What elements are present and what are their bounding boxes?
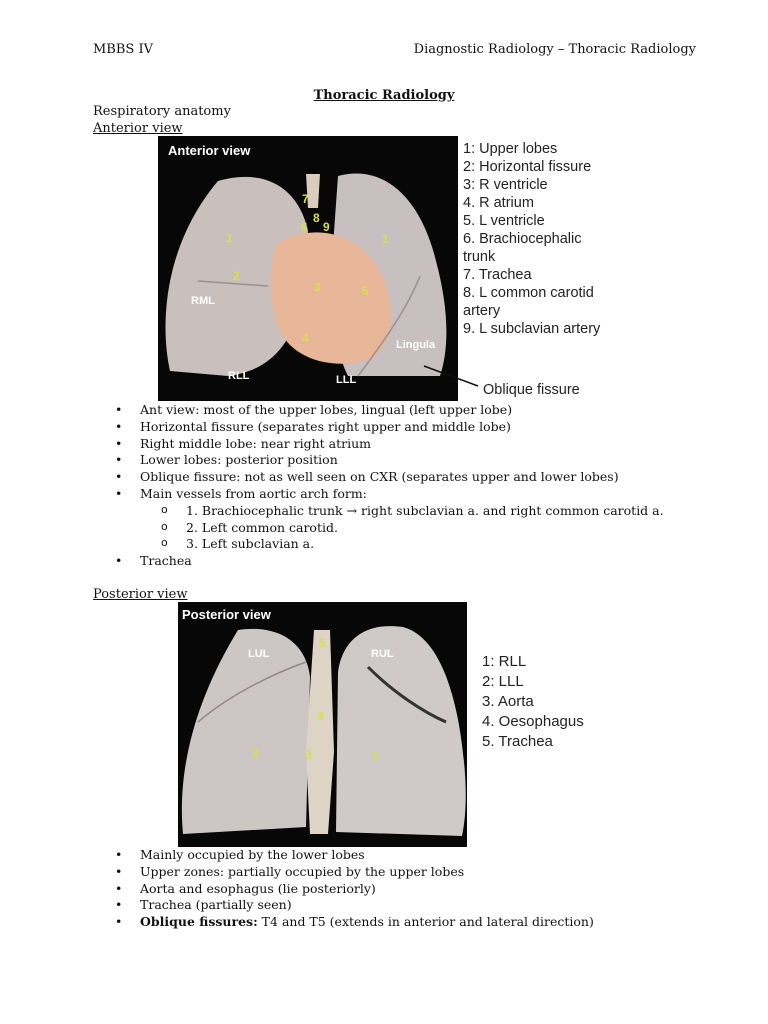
list-item: • Aorta and esophagus (lie posteriorly): [93, 881, 594, 898]
lobe-label-lll: LLL: [336, 374, 357, 386]
list-item: • Lower lobes: posterior position: [93, 452, 664, 469]
figure-number: 3: [305, 748, 312, 762]
oblique-fissures-term: Oblique fissures:: [140, 914, 258, 930]
figure-number: 8: [313, 211, 320, 225]
legend-item: 3: R ventricle: [463, 177, 548, 193]
lobe-label-rul: RUL: [371, 648, 394, 660]
list-item: • Trachea: [93, 553, 664, 570]
legend-item: 1: RLL: [482, 653, 527, 670]
figure-number: 6: [301, 220, 308, 234]
list-item: • Trachea (partially seen): [93, 897, 594, 914]
figure-number: 1: [372, 749, 379, 763]
list-item: [93, 914, 594, 931]
anterior-view-figure: [158, 136, 458, 401]
legend-item: 4. Oesophagus: [482, 713, 584, 730]
list-item: • Upper zones: partially occupied by the upper lobes: [93, 864, 594, 881]
sub-list-item: o 1. Brachiocephalic trunk → right subclavian a. and right common carotid a.: [93, 503, 664, 520]
figure-number: 1: [382, 232, 389, 246]
legend-item: 6. Brachiocephalic: [463, 231, 582, 247]
figure-number: 2: [252, 746, 259, 760]
list-item: • Ant view: most of the upper lobes, lingual (left upper lobe): [93, 402, 664, 419]
posterior-legend: [482, 652, 584, 752]
posterior-heading: Posterior view: [93, 587, 188, 602]
figure-number: 7: [302, 192, 309, 206]
figure-number: 5: [319, 636, 326, 650]
legend-item: 2: LLL: [482, 673, 524, 690]
oblique-fissure-callout: Oblique fissure: [483, 382, 580, 398]
legend-item: 1: Upper lobes: [463, 141, 558, 157]
header-course: MBBS IV: [93, 42, 153, 57]
legend-item: 8. L common carotid: [463, 285, 594, 301]
figure-number: 2: [233, 269, 240, 283]
sub-list-item: o 3. Left subclavian a.: [93, 536, 664, 553]
list-item: • Right middle lobe: near right atrium: [93, 436, 664, 453]
anterior-legend: [463, 140, 600, 338]
posterior-lungs-illustration: [178, 602, 467, 847]
anterior-figure-label: Anterior view: [168, 143, 251, 158]
legend-item: 5. L ventricle: [463, 213, 545, 229]
oblique-fissures-text: T4 and T5 (extends in anterior and lateral direction): [257, 914, 594, 930]
lobe-label-lingula: Lingula: [396, 339, 436, 351]
figure-number: 4: [317, 709, 324, 723]
legend-item: trunk: [463, 249, 496, 265]
figure-number: 4: [302, 331, 309, 345]
figure-number: 3: [314, 280, 321, 294]
legend-item: 7. Trachea: [463, 267, 532, 283]
legend-item: 4. R atrium: [463, 195, 534, 211]
posterior-figure-label: Posterior view: [182, 607, 271, 622]
lobe-label-lul: LUL: [248, 648, 270, 660]
intro-text: Respiratory anatomy: [93, 104, 231, 119]
legend-item: 5. Trachea: [482, 733, 553, 750]
list-item: • Horizontal fissure (separates right upper and middle lobe): [93, 419, 664, 436]
figure-number: 1: [226, 231, 233, 245]
sub-list-item: o 2. Left common carotid.: [93, 520, 664, 537]
page-title: Thoracic Radiology: [313, 88, 455, 103]
list-item: • Oblique fissure: not as well seen on CXR (separates upper and lower lobes): [93, 469, 664, 486]
header-subject: Diagnostic Radiology – Thoracic Radiology: [413, 42, 696, 57]
callout-arrow: [420, 360, 480, 390]
anterior-notes: [93, 402, 664, 570]
posterior-notes: [93, 847, 594, 931]
anterior-lungs-illustration: [158, 136, 458, 401]
figure-number: 9: [323, 220, 330, 234]
legend-item: 3. Aorta: [482, 693, 534, 710]
figure-number: 5: [362, 284, 369, 298]
lobe-label-rml: RML: [191, 295, 215, 307]
legend-item: 9. L subclavian artery: [463, 321, 601, 337]
list-item: • Main vessels from aortic arch form:: [93, 486, 664, 503]
anterior-heading: Anterior view: [93, 121, 183, 136]
lobe-label-rll: RLL: [228, 370, 250, 382]
list-item: • Mainly occupied by the lower lobes: [93, 847, 594, 864]
legend-item: 2: Horizontal fissure: [463, 159, 592, 175]
posterior-view-figure: [178, 602, 467, 847]
legend-item: artery: [463, 303, 501, 319]
